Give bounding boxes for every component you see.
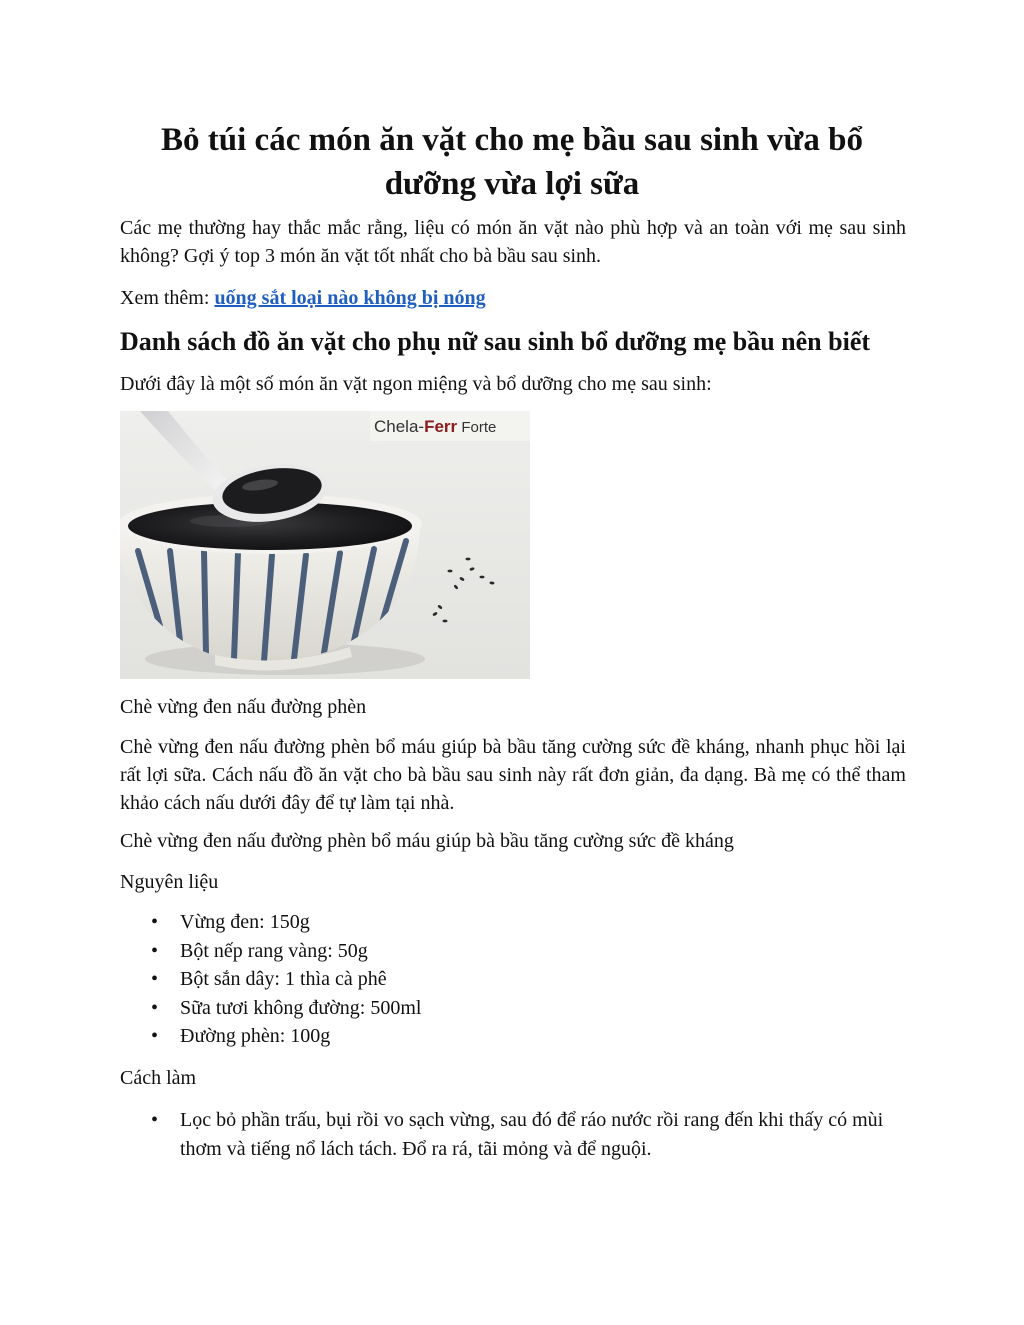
list-item xyxy=(120,994,906,1023)
bullet-icon: • xyxy=(151,996,159,1019)
list-item xyxy=(120,937,906,966)
image-caption: Chè vừng đen nấu đường phèn xyxy=(120,696,367,718)
ingredient-text: Bột nếp rang vàng: 50g xyxy=(180,939,368,962)
see-also-line xyxy=(120,284,906,312)
ingredients-list xyxy=(120,908,906,1051)
bullet-icon: • xyxy=(151,939,159,962)
lead-paragraph: Dưới đây là một số món ăn vặt ngon miệng và bổ dưỡng cho mẹ sau sinh: xyxy=(120,373,712,395)
logo-text-ferr: Ferr xyxy=(424,417,458,436)
section-heading: Danh sách đồ ăn vặt cho phụ nữ sau sinh bổ dưỡng mẹ bầu nên biết xyxy=(120,327,871,356)
list-item xyxy=(120,1106,906,1163)
svg-text:Chela-Ferr Forte xyxy=(374,417,496,436)
page-title: Bỏ túi các món ăn vặt cho mẹ bầu sau sinh vừa bổ dưỡng vừa lợi sữa xyxy=(161,122,863,202)
ingredient-text: Bột sắn dây: 1 thìa cà phê xyxy=(180,968,387,990)
logo-text-forte: Forte xyxy=(457,419,497,436)
chela-ferr-logo xyxy=(370,411,530,441)
ingredients-label: Nguyên liệu xyxy=(120,871,219,893)
bullet-icon: • xyxy=(151,911,159,933)
black-sesame-soup-photo xyxy=(120,411,530,679)
list-item xyxy=(120,1022,906,1051)
list-item xyxy=(120,908,906,937)
bullet-icon: • xyxy=(151,968,159,990)
bullet-icon: • xyxy=(151,1025,159,1047)
method-list xyxy=(120,1106,906,1163)
see-also-link[interactable]: uống sắt loại nào không bị nóng xyxy=(214,287,486,309)
subheading-paragraph: Chè vừng đen nấu đường phèn bổ máu giúp bà bầu tăng cường sức đề kháng xyxy=(120,830,734,852)
see-also-label: Xem thêm: xyxy=(120,287,215,309)
logo-text-chela: Chela- xyxy=(374,417,425,436)
method-label: Cách làm xyxy=(120,1067,197,1089)
ingredient-text: Vừng đen: 150g xyxy=(180,911,310,933)
ingredient-text: Sữa tươi không đường: 500ml xyxy=(180,996,422,1019)
method-step-text: Lọc bỏ phần trấu, bụi rồi vo sạch vừng, sau đó để ráo nước rồi rang đến khi thấy có mùi thơm và tiếng nổ lách tách. Đổ ra rá, tãi mỏng và để nguội. xyxy=(180,1109,884,1160)
bullet-icon: • xyxy=(151,1109,159,1131)
list-item xyxy=(120,965,906,994)
intro-paragraph: Các mẹ thường hay thắc mắc rằng, liệu có món ăn vặt nào phù hợp và an toàn với mẹ sau sinh không? Gợi ý top 3 món ăn vặt tốt nhất cho bà bầu sau sinh. xyxy=(120,217,906,267)
description-paragraph: Chè vừng đen nấu đường phèn bổ máu giúp bà bầu tăng cường sức đề kháng, nhanh phục hồi lại rất lợi sữa. Cách nấu đồ ăn vặt cho bà bầu sau sinh này rất đơn giản, đa dạng. Bà mẹ có thể tham khảo cách nấu dưới đây để tự làm tại nhà. xyxy=(120,736,906,814)
ingredient-text: Đường phèn: 100g xyxy=(180,1025,331,1047)
